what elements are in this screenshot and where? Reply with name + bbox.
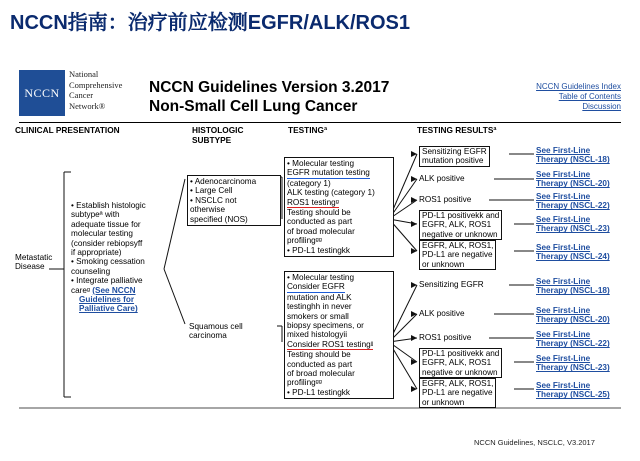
link-nscl-23-adeno[interactable]: See First-Line Therapy (NSCL-23)	[536, 215, 610, 234]
nccn-logo: NCCN	[19, 70, 65, 116]
footer-citation: NCCN Guidelines, NSCLC, V3.2017	[474, 438, 595, 447]
link-nscl-22-adeno[interactable]: See First-Line Therapy (NSCL-22)	[536, 192, 610, 211]
result-ros1-adeno: ROS1 positive	[419, 195, 472, 204]
link-discussion[interactable]: Discussion	[582, 102, 621, 111]
clinical-bullets: • Establish histologic subtypeª with adequate tissue for molecular testing (consider rebiopsyff if appropriate) • Smoking cessation counseling • Integrate palliative careᵍ (See NCCN Guidelines for Palliative Care)	[71, 201, 146, 314]
testing-squamous-box: • Molecular testing Consider EGFR mutation and ALK testinghh in never smokers or small biopsy specimens, or mixed histologyii Consider ROS1 testingʲʲ Testing should be conducted as part of broad molecular profilingᵍᵍ • PD-L1 testingkk	[284, 271, 394, 399]
result-egfr-adeno: Sensitizing EGFR mutation positive	[419, 146, 490, 167]
link-nscl-20-adeno[interactable]: See First-Line Therapy (NSCL-20)	[536, 170, 610, 189]
result-ros1-squamous: ROS1 positive	[419, 333, 472, 342]
metastatic-disease-label: Metastatic Disease	[15, 253, 53, 272]
slide-title: NCCN指南：治疗前应检测EGFR/ALK/ROS1	[10, 12, 411, 34]
histology-squamous: Squamous cell carcinoma	[189, 322, 243, 341]
link-table-of-contents[interactable]: Table of Contents	[558, 92, 621, 101]
link-nscl-22-squamous[interactable]: See First-Line Therapy (NSCL-22)	[536, 330, 610, 349]
histology-adeno-box: • Adenocarcinoma • Large Cell • NSCLC not otherwise specified (NOS)	[187, 175, 281, 226]
result-egfr-squamous: Sensitizing EGFR	[419, 280, 484, 289]
link-nscl-25-squamous[interactable]: See First-Line Therapy (NSCL-25)	[536, 381, 610, 400]
link-nscl-23-squamous[interactable]: See First-Line Therapy (NSCL-23)	[536, 354, 610, 373]
link-nscl-20-squamous[interactable]: See First-Line Therapy (NSCL-20)	[536, 306, 610, 325]
link-nscl-24-adeno[interactable]: See First-Line Therapy (NSCL-24)	[536, 243, 610, 262]
link-nscl-18-adeno[interactable]: See First-Line Therapy (NSCL-18)	[536, 146, 610, 165]
palliative-care-link[interactable]: (See NCCN	[92, 285, 136, 295]
result-alk-adeno: ALK positive	[419, 174, 465, 183]
testing-adeno-box: • Molecular testing EGFR mutation testing (category 1) ALK testing (category 1) ROS1 testingᵍ Testing should be conducted as part of broad molecular profilingᵍᵍ • PD-L1 testingkk	[284, 157, 394, 257]
result-negative-adeno: EGFR, ALK, ROS1, PD-L1 are negative or unknown	[419, 240, 496, 270]
col-testing-results: TESTING RESULTSª	[417, 125, 497, 135]
col-clinical-presentation: CLINICAL PRESENTATION	[15, 125, 120, 135]
guideline-page	[9, 62, 629, 434]
guideline-title: NCCN Guidelines Version 3.2017 Non-Small Cell Lung Cancer	[149, 79, 390, 115]
result-alk-squamous: ALK positive	[419, 309, 465, 318]
result-pdl1-adeno: PD-L1 positivekk and EGFR, ALK, ROS1 negative or unknown	[419, 210, 502, 240]
result-negative-squamous: EGFR, ALK, ROS1, PD-L1 are negative or unknown	[419, 378, 496, 408]
link-nscl-18-squamous[interactable]: See First-Line Therapy (NSCL-18)	[536, 277, 610, 296]
link-guidelines-index[interactable]: NCCN Guidelines Index	[536, 82, 621, 91]
result-pdl1-squamous: PD-L1 positivekk and EGFR, ALK, ROS1 negative or unknown	[419, 348, 502, 378]
nccn-logo-text: National Comprehensive Cancer Network®	[69, 69, 123, 111]
col-testing: TESTINGª	[288, 125, 328, 135]
col-histologic-subtype: HISTOLOGIC SUBTYPE	[192, 125, 244, 145]
